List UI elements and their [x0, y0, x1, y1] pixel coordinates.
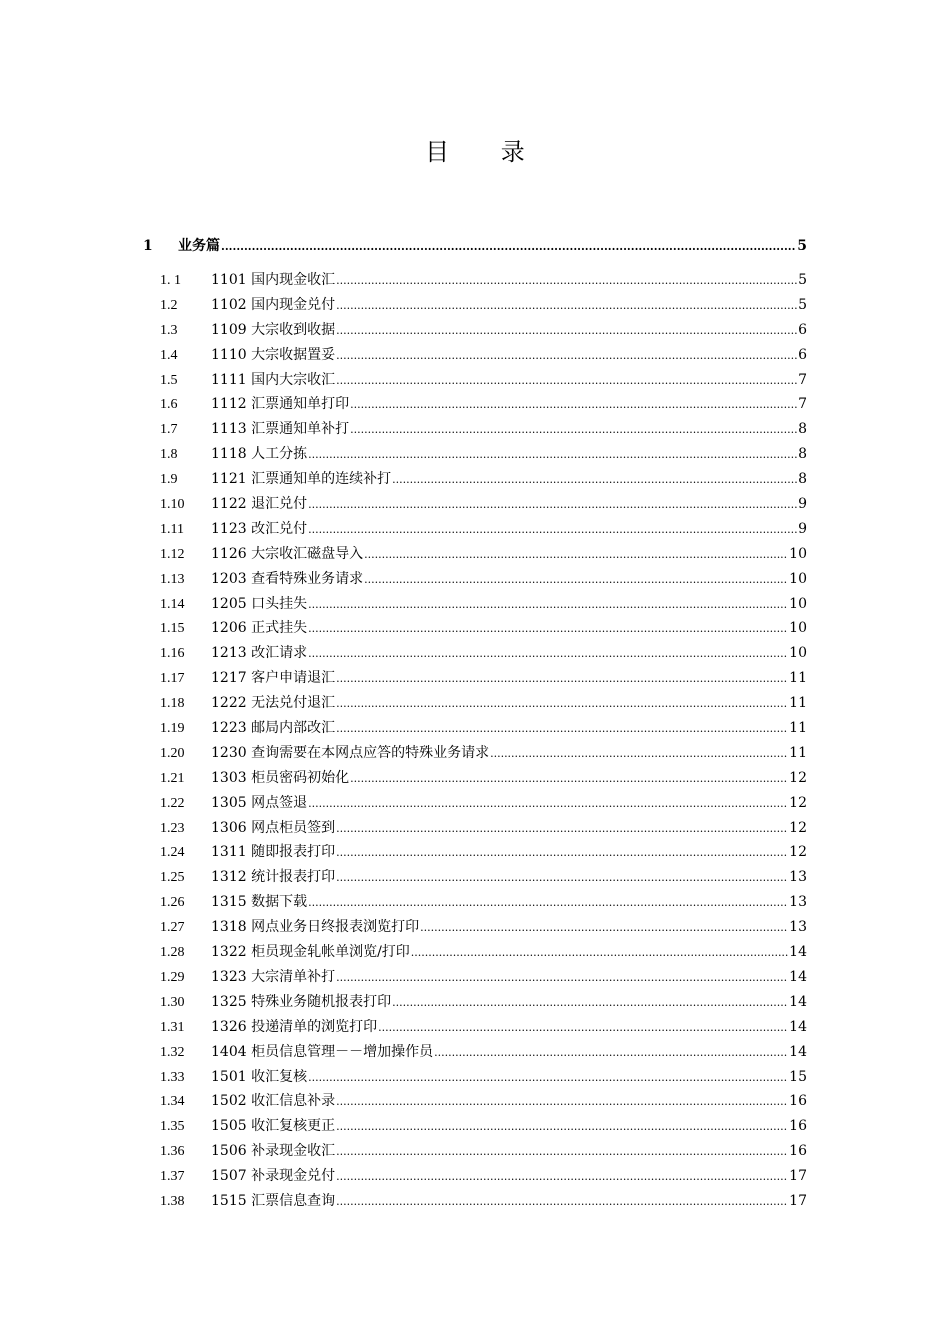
- entry-page-number: 10: [789, 545, 807, 562]
- toc-entry[interactable]: [143, 891, 807, 916]
- entry-page-number: 7: [798, 396, 807, 413]
- entry-title: 1326 投递清单的浏览打印: [211, 1018, 378, 1035]
- entry-page-number: 10: [789, 645, 807, 662]
- entry-number: 1.16: [160, 646, 185, 662]
- toc-entry[interactable]: [143, 941, 807, 966]
- entry-page-number: 9: [798, 496, 807, 513]
- entry-title: 1505 收汇复核更正: [211, 1118, 336, 1135]
- dot-leader: [350, 421, 797, 437]
- section-title: 业务篇: [178, 238, 220, 254]
- toc-entry[interactable]: [143, 294, 807, 319]
- entry-title: 1203 查看特殊业务请求: [211, 570, 364, 587]
- toc-entry[interactable]: [143, 1115, 807, 1140]
- entry-number: 1.36: [160, 1144, 185, 1160]
- entry-number: 1.13: [160, 571, 185, 587]
- toc-entry[interactable]: [143, 269, 807, 294]
- section-page-number: 5: [797, 238, 807, 254]
- entry-number: 1.37: [160, 1169, 185, 1185]
- dot-leader: [336, 1193, 788, 1209]
- toc-entry[interactable]: [143, 617, 807, 642]
- toc-entry[interactable]: [143, 717, 807, 742]
- dot-leader: [336, 844, 788, 860]
- dot-leader: [336, 372, 797, 388]
- dot-leader: [336, 869, 788, 885]
- entry-number: 1.30: [160, 994, 185, 1010]
- entry-title: 1122 退汇兑付: [211, 496, 308, 513]
- entry-number: 1.28: [160, 945, 185, 961]
- entry-page-number: 13: [789, 869, 807, 886]
- dot-leader: [378, 1019, 788, 1035]
- entry-number: 1.14: [160, 596, 185, 612]
- entry-page-number: 5: [798, 272, 807, 288]
- entry-number: 1.25: [160, 870, 185, 886]
- toc-entry[interactable]: [143, 991, 807, 1016]
- entry-title: 1506 补录现金收汇: [211, 1143, 336, 1160]
- entry-page-number: 15: [789, 1068, 807, 1085]
- dot-leader: [336, 1168, 788, 1184]
- entry-page-number: 12: [789, 794, 807, 811]
- toc-entry[interactable]: [143, 393, 807, 418]
- entry-page-number: 12: [789, 844, 807, 861]
- entry-number: 1.6: [160, 397, 178, 413]
- toc-entry[interactable]: [143, 692, 807, 717]
- dot-leader: [364, 546, 788, 562]
- entry-number: 1.3: [160, 322, 178, 338]
- entry-title: 1325 特殊业务随机报表打印: [211, 993, 392, 1010]
- toc-entry[interactable]: [143, 493, 807, 518]
- entry-number: 1.12: [160, 546, 185, 562]
- dot-leader: [411, 944, 788, 960]
- dot-leader: [308, 645, 788, 661]
- entry-number: 1.18: [160, 696, 185, 712]
- dot-leader: [308, 894, 788, 910]
- entry-title: 1501 收汇复核: [211, 1068, 308, 1085]
- entry-page-number: 8: [798, 421, 807, 438]
- entry-page-number: 6: [798, 321, 807, 338]
- toc-entry[interactable]: [143, 443, 807, 468]
- toc-entry[interactable]: [143, 319, 807, 344]
- entry-page-number: 12: [789, 769, 807, 786]
- entry-number: 1.17: [160, 671, 185, 687]
- entry-page-number: 11: [789, 695, 807, 712]
- toc-entry[interactable]: [143, 767, 807, 792]
- entry-title: 1126 大宗收汇磁盘导入: [211, 545, 364, 562]
- entry-page-number: 5: [798, 296, 807, 313]
- entry-title: 1121 汇票通知单的连续补打: [211, 471, 392, 488]
- dot-leader: [336, 695, 788, 711]
- entry-page-number: 14: [789, 944, 807, 961]
- entry-title: 1113 汇票通知单补打: [211, 421, 350, 438]
- entry-page-number: 8: [798, 471, 807, 488]
- entry-title: 1315 数据下载: [211, 894, 308, 911]
- toc-entry[interactable]: [143, 369, 807, 394]
- entry-title: 1111 国内大宗收汇: [211, 371, 336, 388]
- entry-page-number: 10: [789, 595, 807, 612]
- entry-title: 1110 大宗收据置妥: [211, 346, 336, 363]
- entry-title: 1217 客户申请退汇: [211, 670, 336, 687]
- dot-leader: [350, 396, 797, 412]
- dot-leader: [490, 745, 788, 761]
- dot-leader: [336, 720, 788, 736]
- entry-page-number: 10: [789, 620, 807, 637]
- entry-number: 1.4: [160, 347, 178, 363]
- entry-number: 1.11: [160, 521, 184, 537]
- toc-entry[interactable]: [143, 817, 807, 842]
- dot-leader: [221, 238, 796, 254]
- entry-number: 1.20: [160, 745, 185, 761]
- entry-page-number: 11: [789, 744, 807, 761]
- entry-title: 1223 邮局内部改汇: [211, 720, 336, 737]
- dot-leader: [336, 297, 797, 313]
- entry-number: 1.24: [160, 845, 185, 861]
- entry-title: 1502 收汇信息补录: [211, 1093, 336, 1110]
- entry-page-number: 11: [789, 670, 807, 687]
- toc-entry[interactable]: [143, 593, 807, 618]
- entry-number: 1.21: [160, 770, 185, 786]
- dot-leader: [336, 670, 788, 686]
- entry-page-number: 10: [789, 570, 807, 587]
- entry-title: 1323 大宗清单补打: [211, 968, 336, 985]
- toc-entry[interactable]: [143, 1066, 807, 1091]
- entry-page-number: 13: [789, 894, 807, 911]
- entry-title: 1311 随即报表打印: [211, 844, 336, 861]
- entry-number: 1.23: [160, 820, 185, 836]
- entry-title: 1109 大宗收到收据: [211, 321, 336, 338]
- entry-page-number: 17: [789, 1168, 807, 1185]
- entry-number: 1.19: [160, 721, 185, 737]
- entry-number: 1.31: [160, 1019, 185, 1035]
- section-number: 1: [143, 238, 153, 254]
- entry-number: 1.32: [160, 1044, 185, 1060]
- entry-number: 1.27: [160, 920, 185, 936]
- dot-leader: [308, 795, 788, 811]
- entry-page-number: 14: [789, 993, 807, 1010]
- entry-page-number: 11: [789, 720, 807, 737]
- entry-page-number: 16: [789, 1118, 807, 1135]
- entry-number: 1.2: [160, 297, 178, 313]
- entry-number: 1.5: [160, 372, 178, 388]
- entry-number: 1.10: [160, 497, 185, 513]
- entry-title: 1318 网点业务日终报表浏览打印: [211, 919, 420, 936]
- entry-page-number: 13: [789, 919, 807, 936]
- dot-leader: [336, 1118, 788, 1134]
- entry-page-number: 14: [789, 1018, 807, 1035]
- entry-page-number: 16: [789, 1093, 807, 1110]
- entry-number: 1.35: [160, 1119, 185, 1135]
- dot-leader: [364, 571, 788, 587]
- entry-title: 1515 汇票信息查询: [211, 1192, 336, 1209]
- dot-leader: [336, 347, 797, 363]
- dot-leader: [308, 1069, 788, 1085]
- entry-page-number: 16: [789, 1143, 807, 1160]
- entry-title: 1305 网点签退: [211, 794, 308, 811]
- dot-leader: [308, 596, 788, 612]
- dot-leader: [420, 919, 788, 935]
- entry-page-number: 8: [798, 446, 807, 463]
- dot-leader: [308, 496, 797, 512]
- toc-entry[interactable]: [143, 1041, 807, 1066]
- dot-leader: [336, 1093, 788, 1109]
- entry-number: 1.8: [160, 447, 178, 463]
- entry-title: 1112 汇票通知单打印: [211, 396, 350, 413]
- dot-leader: [308, 620, 788, 636]
- dot-leader: [392, 994, 788, 1010]
- toc-entry[interactable]: [143, 866, 807, 891]
- entry-title: 1118 人工分拣: [211, 446, 308, 463]
- toc-entry[interactable]: [143, 418, 807, 443]
- entry-number: 1.22: [160, 795, 185, 811]
- dot-leader: [308, 521, 797, 537]
- toc-entry[interactable]: [143, 1140, 807, 1165]
- entry-page-number: 17: [789, 1192, 807, 1209]
- dot-leader: [336, 820, 788, 836]
- entry-page-number: 14: [789, 1043, 807, 1060]
- entry-title: 1102 国内现金兑付: [211, 296, 336, 313]
- dot-leader: [350, 770, 788, 786]
- entry-title: 1213 改汇请求: [211, 645, 308, 662]
- entry-number: 1.26: [160, 895, 185, 911]
- entry-number: 1.38: [160, 1193, 185, 1209]
- toc-entry[interactable]: [143, 468, 807, 493]
- dot-leader: [336, 322, 797, 338]
- toc-title: 目 录: [425, 138, 547, 166]
- toc-entry[interactable]: [143, 667, 807, 692]
- dot-leader: [336, 272, 797, 288]
- toc-entry[interactable]: [143, 543, 807, 568]
- toc-entry[interactable]: [143, 1016, 807, 1041]
- dot-leader: [392, 471, 797, 487]
- entry-title: 1306 网点柜员签到: [211, 819, 336, 836]
- entry-title: 1123 改汇兑付: [211, 520, 308, 537]
- toc-entry[interactable]: [143, 1190, 807, 1215]
- entry-title: 1322 柜员现金轧帐单浏览/打印: [211, 944, 410, 961]
- toc-entry[interactable]: [143, 742, 807, 767]
- entry-title: 1230 查询需要在本网点应答的特殊业务请求: [211, 744, 490, 761]
- entry-number: 1.7: [160, 422, 178, 438]
- entry-title: 1101 国内现金收汇: [211, 272, 336, 288]
- toc-entry[interactable]: [143, 966, 807, 991]
- toc-entry[interactable]: [143, 1165, 807, 1190]
- toc-entry[interactable]: [143, 568, 807, 593]
- dot-leader: [308, 446, 797, 462]
- table-of-contents: [143, 235, 807, 1215]
- entry-title: 1206 正式挂失: [211, 620, 308, 637]
- dot-leader: [336, 969, 788, 985]
- entry-page-number: 12: [789, 819, 807, 836]
- dot-leader: [336, 1143, 788, 1159]
- entry-page-number: 6: [798, 346, 807, 363]
- entry-title: 1404 柜员信息管理－－增加操作员: [211, 1043, 434, 1060]
- entry-number: 1.33: [160, 1069, 185, 1085]
- entry-number: 1.29: [160, 969, 185, 985]
- entry-page-number: 7: [798, 371, 807, 388]
- entry-title: 1312 统计报表打印: [211, 869, 336, 886]
- entry-title: 1507 补录现金兑付: [211, 1168, 336, 1185]
- toc-entry[interactable]: [143, 642, 807, 667]
- entry-number: 1.9: [160, 472, 178, 488]
- entry-page-number: 14: [789, 968, 807, 985]
- entry-number: 1.34: [160, 1094, 185, 1110]
- entry-number: 1.15: [160, 621, 185, 637]
- toc-entry[interactable]: [143, 518, 807, 543]
- toc-section-entry[interactable]: [143, 235, 807, 269]
- dot-leader: [434, 1044, 788, 1060]
- entry-title: 1222 无法兑付退汇: [211, 695, 336, 712]
- entry-page-number: 9: [798, 520, 807, 537]
- toc-entry[interactable]: [143, 1090, 807, 1115]
- entry-number: 1. 1: [160, 273, 181, 288]
- toc-entry[interactable]: [143, 916, 807, 941]
- entry-title: 1205 口头挂失: [211, 595, 308, 612]
- toc-entry[interactable]: [143, 792, 807, 817]
- toc-entry[interactable]: [143, 344, 807, 369]
- entry-title: 1303 柜员密码初始化: [211, 769, 350, 786]
- toc-entry[interactable]: [143, 841, 807, 866]
